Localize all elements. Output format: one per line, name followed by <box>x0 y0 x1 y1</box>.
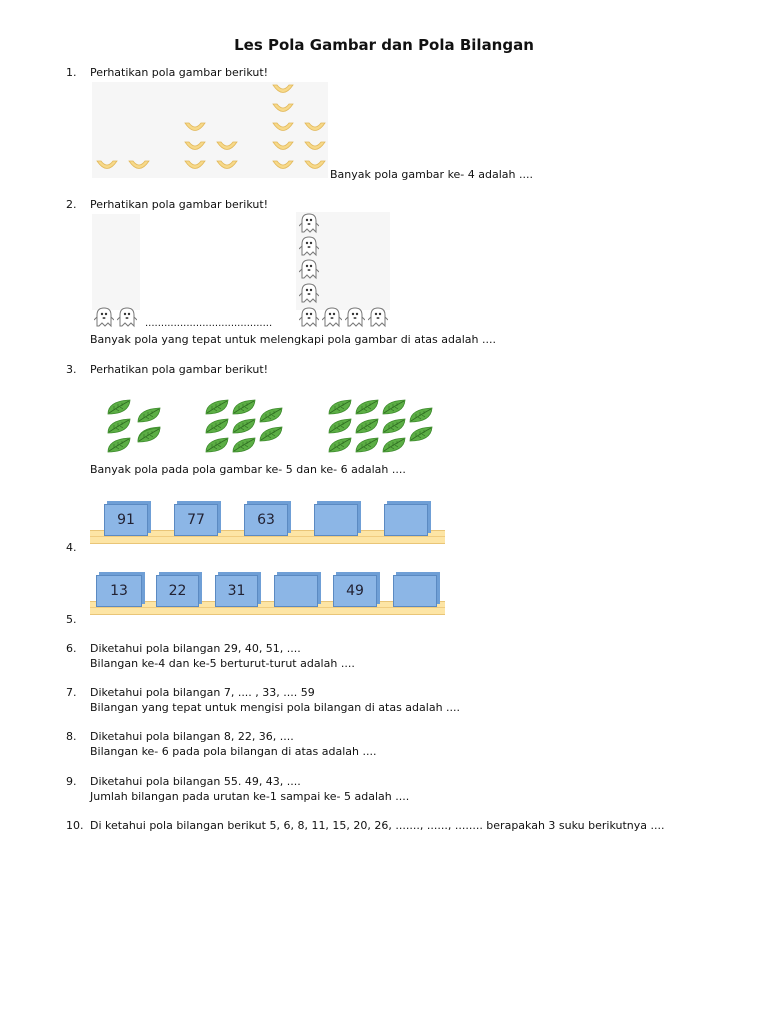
number-box: 77 <box>174 504 218 536</box>
question-number-6: 6. <box>66 642 77 655</box>
question-number-1: 1. <box>66 66 77 79</box>
ghost-icon <box>299 282 319 304</box>
moon-icon <box>184 160 206 172</box>
question-number-5: 5. <box>66 613 77 626</box>
ghost-icon <box>299 212 319 234</box>
leaf-icon <box>327 436 353 454</box>
question-number-10: 10. <box>66 819 84 832</box>
leaf-icon <box>354 436 380 454</box>
number-box: 49 <box>333 575 377 607</box>
question-2-prompt: Banyak pola yang tepat untuk melengkapi pola gambar di atas adalah .... <box>90 333 496 346</box>
ghost-icon <box>368 306 388 328</box>
ghost-icon <box>117 306 137 328</box>
leaf-icon <box>327 417 353 435</box>
moon-icon <box>272 160 294 172</box>
leaf-icon <box>381 398 407 416</box>
leaf-icon <box>204 398 230 416</box>
leaf-icon <box>408 406 434 424</box>
number-box: 91 <box>104 504 148 536</box>
question-9-line-1: Diketahui pola bilangan 55. 49, 43, .... <box>90 775 301 788</box>
moon-icon <box>128 160 150 172</box>
empty-number-box[interactable] <box>393 575 437 607</box>
leaf-icon <box>106 417 132 435</box>
empty-number-box[interactable] <box>384 504 428 536</box>
question-number-9: 9. <box>66 775 77 788</box>
ghost-icon <box>94 306 114 328</box>
moon-icon <box>184 122 206 134</box>
leaf-icon <box>327 398 353 416</box>
leaf-icon <box>106 398 132 416</box>
leaf-icon <box>354 417 380 435</box>
moon-icon <box>184 141 206 153</box>
number-box: 63 <box>244 504 288 536</box>
question-10-line-1: Di ketahui pola bilangan berikut 5, 6, 8, 11, 15, 20, 26, ......., ......, ........ berapakah 3 suku berikutnya .... <box>90 819 665 832</box>
moon-icon <box>272 84 294 96</box>
leaf-icon <box>231 417 257 435</box>
moon-icon <box>272 141 294 153</box>
leaf-icon <box>408 425 434 443</box>
ghost-icon <box>299 235 319 257</box>
question-1-prompt: Banyak pola gambar ke- 4 adalah .... <box>330 168 533 181</box>
question-number-7: 7. <box>66 686 77 699</box>
leaf-icon <box>258 425 284 443</box>
question-8-line-1: Diketahui pola bilangan 8, 22, 36, .... <box>90 730 294 743</box>
moon-icon <box>272 122 294 134</box>
leaf-icon <box>136 406 162 424</box>
empty-number-box[interactable] <box>274 575 318 607</box>
leaf-icon <box>231 398 257 416</box>
empty-number-box[interactable] <box>314 504 358 536</box>
leaf-icon <box>136 426 162 444</box>
blank-answer-line: ........................................ <box>145 318 273 329</box>
number-box: 31 <box>215 575 258 607</box>
question-1-text: Perhatikan pola gambar berikut! <box>90 66 269 79</box>
question-3-prompt: Banyak pola pada pola gambar ke- 5 dan ke- 6 adalah .... <box>90 463 406 476</box>
leaf-icon <box>106 436 132 454</box>
question-number-2: 2. <box>66 198 77 211</box>
leaf-icon <box>381 417 407 435</box>
leaf-icon <box>231 436 257 454</box>
moon-icon <box>216 160 238 172</box>
question-7-line-1: Diketahui pola bilangan 7, .... , 33, .... 59 <box>90 686 315 699</box>
leaf-icon <box>258 406 284 424</box>
moon-icon <box>304 160 326 172</box>
moon-icon <box>216 141 238 153</box>
ghost-icon <box>299 306 319 328</box>
number-shelf <box>90 601 445 615</box>
number-box: 13 <box>96 575 142 607</box>
ghost-icon <box>322 306 342 328</box>
page-title: Les Pola Gambar dan Pola Bilangan <box>234 36 534 54</box>
leaf-icon <box>204 436 230 454</box>
moon-icon <box>304 141 326 153</box>
question-number-4: 4. <box>66 541 77 554</box>
question-6-line-2: Bilangan ke-4 dan ke-5 berturut-turut adalah .... <box>90 657 355 670</box>
moon-icon <box>304 122 326 134</box>
question-6-line-1: Diketahui pola bilangan 29, 40, 51, .... <box>90 642 301 655</box>
question-number-8: 8. <box>66 730 77 743</box>
moon-icon <box>272 103 294 115</box>
question-9-line-2: Jumlah bilangan pada urutan ke-1 sampai ke- 5 adalah .... <box>90 790 410 803</box>
question-3-text: Perhatikan pola gambar berikut! <box>90 363 269 376</box>
moon-icon <box>96 160 118 172</box>
ghost-icon <box>345 306 365 328</box>
ghost-icon <box>299 258 319 280</box>
number-box: 22 <box>156 575 199 607</box>
question-number-3: 3. <box>66 363 77 376</box>
leaf-icon <box>354 398 380 416</box>
q2-figure-background-left <box>92 214 140 310</box>
leaf-icon <box>204 417 230 435</box>
question-7-line-2: Bilangan yang tepat untuk mengisi pola bilangan di atas adalah .... <box>90 701 461 714</box>
leaf-icon <box>381 436 407 454</box>
question-2-text: Perhatikan pola gambar berikut! <box>90 198 269 211</box>
question-8-line-2: Bilangan ke- 6 pada pola bilangan di atas adalah .... <box>90 745 377 758</box>
